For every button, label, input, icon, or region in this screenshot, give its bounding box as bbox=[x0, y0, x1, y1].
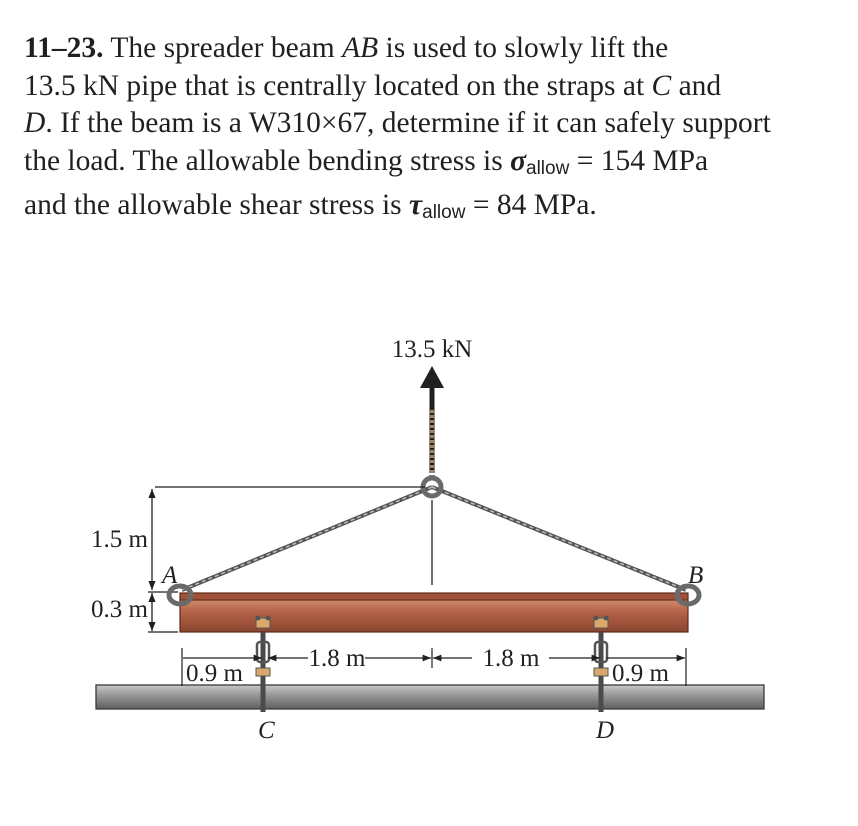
label-C: C bbox=[258, 717, 275, 744]
dim-height-label: 1.5 m bbox=[91, 526, 148, 553]
problem-text: 13.5 kN pipe that is centrally located on the straps at bbox=[24, 69, 652, 102]
problem-text: . If the beam is a W310×67, determine if it can safely support bbox=[45, 107, 771, 139]
label-A: A bbox=[162, 562, 178, 589]
allow-subscript: allow bbox=[422, 202, 466, 223]
dim-center-left-label: 1.8 m bbox=[308, 645, 366, 672]
variable-AB: AB bbox=[342, 32, 379, 64]
label-B: B bbox=[688, 562, 704, 589]
dim-depth-label: 0.3 m bbox=[91, 596, 148, 623]
dim-left-end-label: 0.9 m bbox=[186, 660, 243, 687]
problem-text: and bbox=[671, 69, 722, 102]
problem-number: 11–23. bbox=[24, 32, 104, 64]
problem-text: and the allowable shear stress is bbox=[24, 189, 410, 221]
problem-text: the load. The allowable bending stress is bbox=[24, 144, 511, 177]
label-D: D bbox=[596, 717, 615, 744]
variable-D: D bbox=[24, 107, 46, 139]
problem-text: The spreader beam bbox=[103, 32, 343, 64]
problem-text: = 154 MPa bbox=[569, 144, 709, 177]
variable-C: C bbox=[651, 69, 672, 102]
height-dimension bbox=[152, 487, 425, 590]
dim-center-right-label: 1.8 m bbox=[482, 645, 540, 672]
tau-symbol: τ bbox=[409, 189, 423, 221]
dim-right-end-label: 0.9 m bbox=[612, 660, 669, 687]
sling-cables bbox=[182, 487, 686, 590]
load-label: 13.5 kN bbox=[391, 336, 473, 363]
sigma-symbol: σ bbox=[510, 144, 527, 177]
pipe bbox=[96, 685, 764, 709]
problem-text: = 84 MPa. bbox=[465, 189, 597, 221]
depth-dimension bbox=[148, 592, 178, 632]
allow-subscript: allow bbox=[526, 157, 570, 179]
problem-text: is used to slowly lift the bbox=[378, 32, 669, 64]
